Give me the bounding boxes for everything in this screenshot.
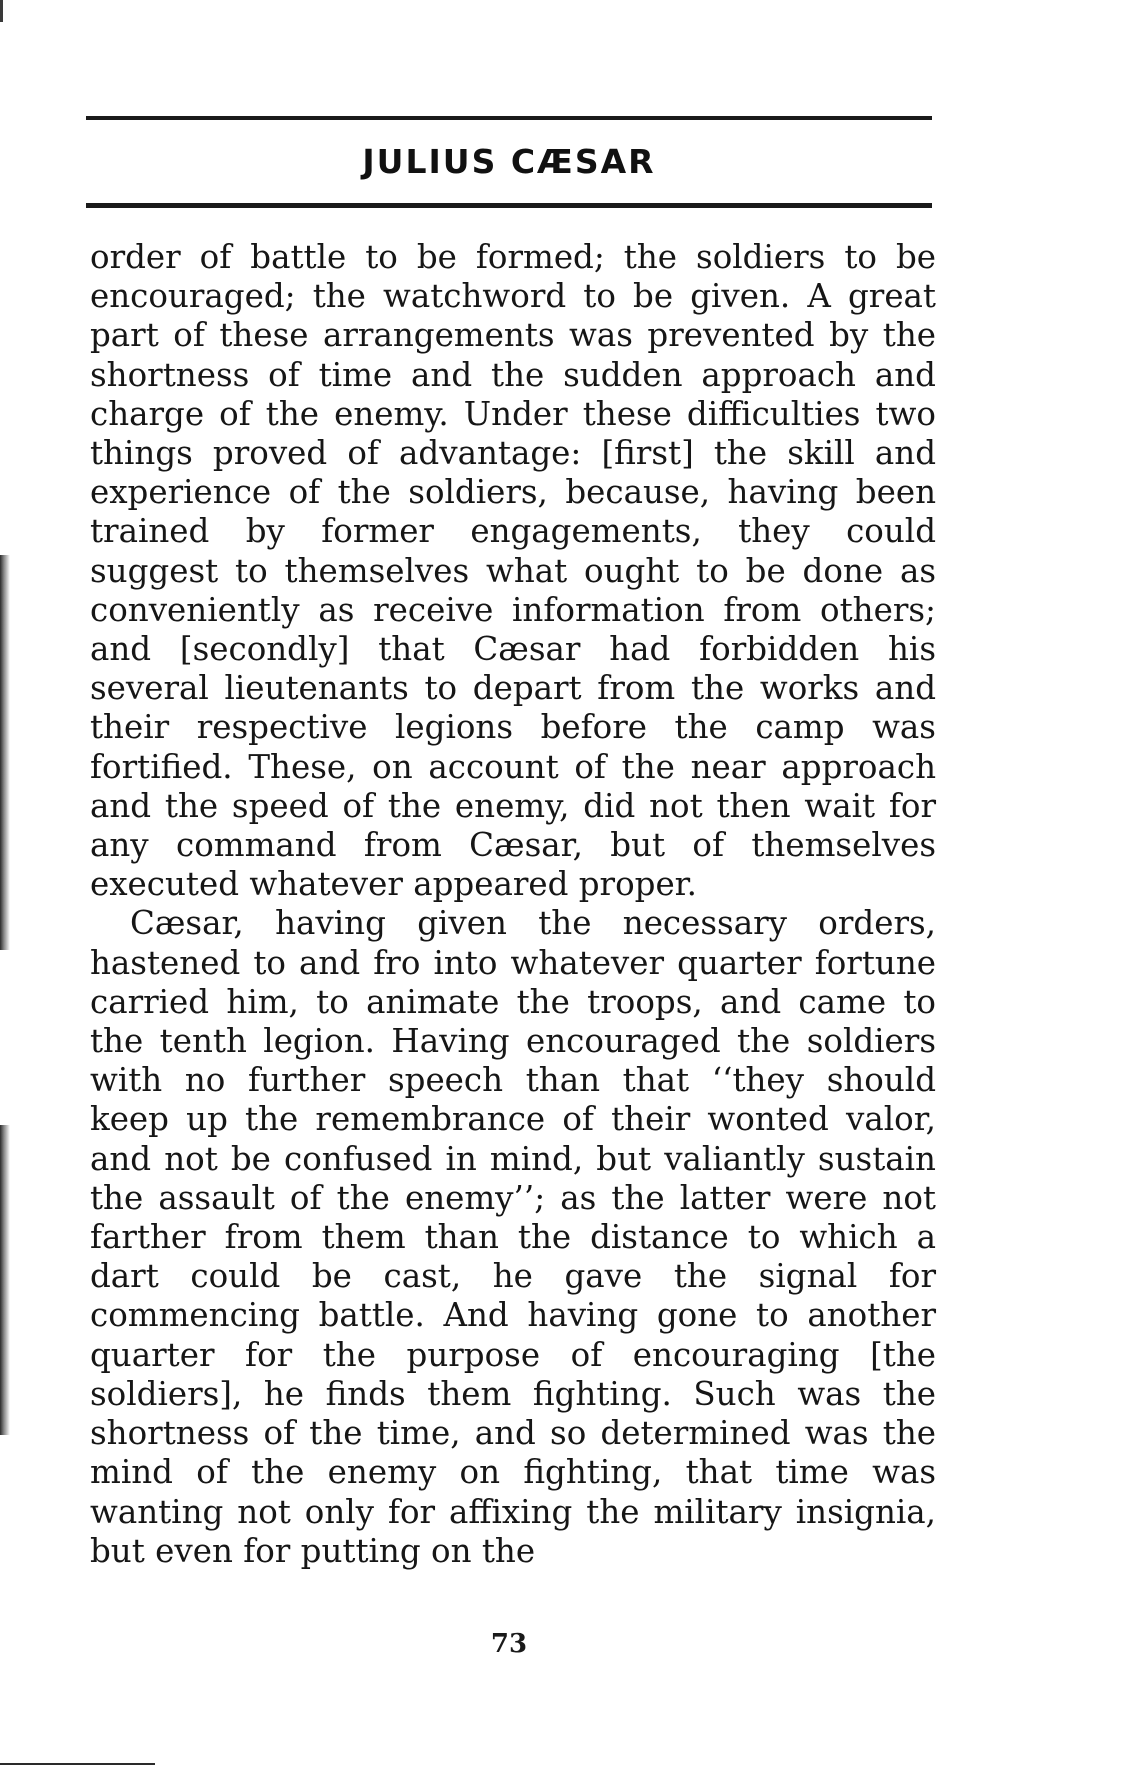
page-corner-mark xyxy=(0,0,3,22)
page-edge-line xyxy=(0,1763,155,1765)
body-text xyxy=(90,238,936,1571)
paragraph: Cæsar, having given the necessary orders, hastened to and fro into whatever quarter fortune carried him, to animate the troops, and came to the tenth legion. Having encouraged the soldiers with no further speech than that ‘‘they should keep up the remembrance of their wonted valor, and not be confused in mind, but valiantly sustain the assault of the enemy’’; as the latter were not farther from them than the distance to which a dart could be cast, he gave the signal for commencing battle. And having gone to another quarter for the purpose of encouraging [the soldiers], he finds them fighting. Such was the shortness of the time, and so determined was the mind of the enemy on fighting, that time was wanting not only for affixing the military insignia, but even for putting on the xyxy=(90,904,936,1570)
binding-shadow-upper xyxy=(0,555,10,950)
running-head: JULIUS CÆSAR xyxy=(362,142,656,181)
header-rule-top xyxy=(86,116,932,120)
page-number: 73 xyxy=(490,1629,528,1659)
header-rule-bottom xyxy=(86,203,932,208)
binding-shadow-lower xyxy=(0,1125,10,1435)
paragraph-continued: order of battle to be formed; the soldiers to be encouraged; the watchword to be given. A great part of these arrangements was prevented by the shortness of time and the sudden approach and charge of the enemy. Under these difficulties two things proved of advantage: [first] the skill and experience of the soldiers, because, having been trained by former engagements, they could suggest to themselves what ought to be done as conveniently as receive information from others; and [secondly] that Cæsar had forbidden his several lieutenants to depart from the works and their respective legions before the camp was fortified. These, on account of the near approach and the speed of the enemy, did not then wait for any command from Cæsar, but of themselves executed whatever appeared proper. xyxy=(90,238,936,904)
